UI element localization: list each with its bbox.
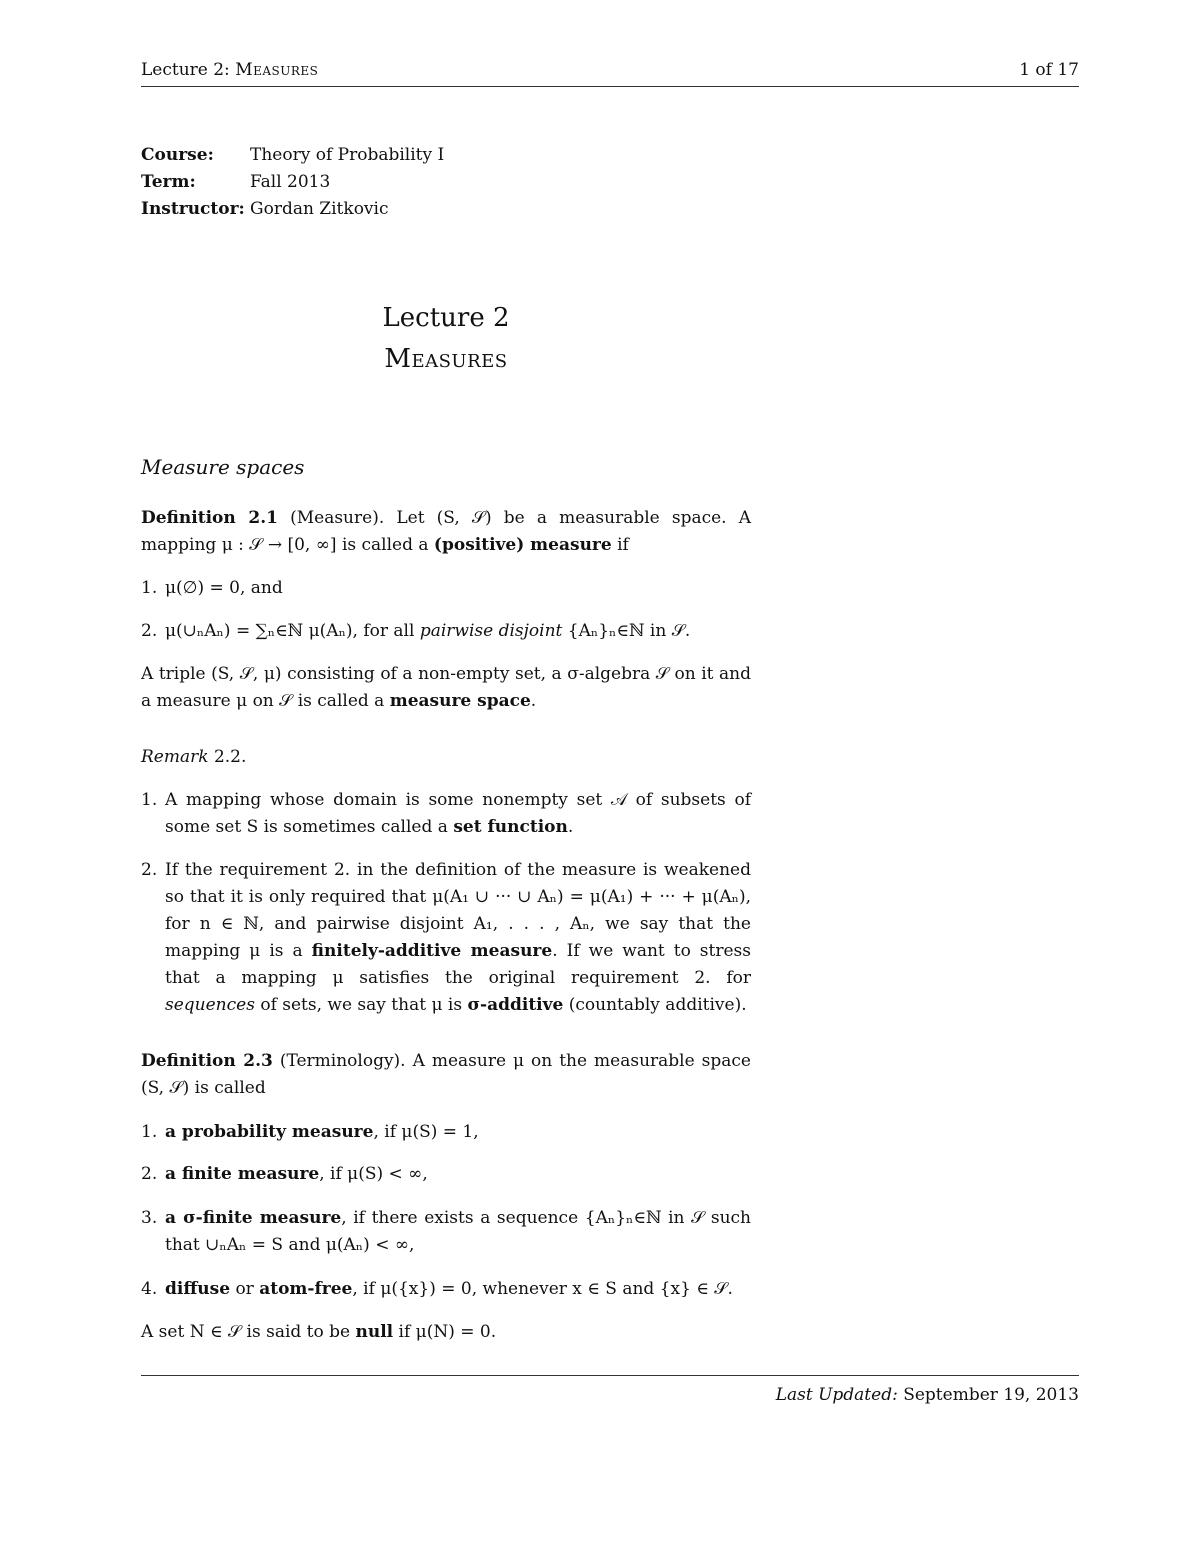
footer-updated — [776, 1385, 1079, 1405]
remark-item-1 — [141, 787, 751, 841]
remark-label: Remark — [141, 747, 209, 767]
list-text-rest: , if μ({x}) = 0, whenever x ∈ S and {x} ∈ 𝒮. — [352, 1279, 733, 1299]
term-row — [141, 169, 330, 196]
list-text-d: (countably additive). — [563, 995, 747, 1015]
lecture-title: Lecture 2 — [382, 303, 510, 333]
list-text-italic: sequences — [165, 995, 255, 1015]
list-text-bold1: finitely-additive measure — [311, 941, 553, 961]
null-bold: null — [355, 1322, 394, 1342]
page-number: 1 of 17 — [1019, 60, 1079, 80]
list-text-bold: a probability measure — [165, 1122, 374, 1142]
null-set-paragraph — [141, 1319, 751, 1346]
list-text — [165, 787, 751, 841]
measure-space-paragraph — [141, 661, 751, 715]
lecture-subtitle: Measures — [384, 344, 508, 374]
term-key: Term: — [141, 172, 196, 192]
null-text1: A set N ∈ 𝒮 is said to be — [141, 1322, 356, 1342]
null-text2: if μ(N) = 0. — [393, 1322, 497, 1342]
list-text-rest: , if μ(S) < ∞, — [319, 1164, 428, 1184]
section-heading: Measure spaces — [141, 455, 305, 479]
list-text-mid: or — [230, 1279, 260, 1299]
def23-paren: (Terminology). — [272, 1051, 406, 1071]
instructor-key: Instructor: — [141, 199, 245, 219]
list-text-a: μ(∪ₙAₙ) = ∑ₙ∈ℕ μ(Aₙ), for all — [165, 621, 420, 641]
list-number: 4. — [141, 1279, 158, 1299]
list-text-b: {Aₙ}ₙ∈ℕ in 𝒮. — [562, 621, 691, 641]
list-text — [165, 1205, 751, 1259]
list-text — [165, 1276, 751, 1303]
instructor-row — [141, 196, 389, 223]
list-text-bold: set function — [453, 817, 568, 837]
def23-label: Definition 2.3 — [141, 1051, 273, 1071]
list-text-rest: , if there exists a sequence {Aₙ}ₙ∈ℕ in 𝒮 such that ∪ₙAₙ = S and μ(Aₙ) < ∞, — [165, 1208, 752, 1255]
definition-2-3 — [141, 1048, 751, 1102]
list-text-bold: diffuse — [165, 1279, 231, 1299]
list-text-bold2: atom-free — [259, 1279, 353, 1299]
header-title: Measures — [235, 60, 319, 80]
header-prefix: Lecture 2: — [141, 60, 236, 80]
list-number: 1. — [141, 578, 158, 598]
list-text-bold2: σ-additive — [467, 995, 564, 1015]
list-number: 3. — [141, 1208, 158, 1228]
definition-2-1 — [141, 505, 751, 559]
list-text-a: If the requirement 2. in the definition of the measure is weakened so that it is only required that μ(A₁ ∪ ··· ∪ Aₙ) = μ(A₁) + ··· + μ(Aₙ), for n ∈ ℕ, and pairwise disjoint A₁, . . . , Aₙ, we say that the mapping μ is a — [165, 860, 751, 961]
course-key: Course: — [141, 145, 214, 165]
def21-bold: (positive) measure — [433, 535, 612, 555]
list-text: μ(∅) = 0, and — [165, 578, 283, 598]
list-text-bold: a σ-finite measure — [165, 1208, 342, 1228]
list-text — [165, 618, 751, 645]
footer-label: Last Updated: — [775, 1385, 898, 1405]
footer-rule — [141, 1375, 1079, 1376]
list-text — [165, 1161, 751, 1188]
running-header-left — [141, 60, 318, 80]
def23-text: A measure μ on the measurable space (S, 𝒮) is called — [141, 1051, 751, 1098]
list-text-c: of sets, we say that μ is — [254, 995, 468, 1015]
list-text-b: . — [567, 817, 574, 837]
header-rule — [141, 86, 1079, 87]
def21-label: Definition 2.1 — [141, 508, 278, 528]
list-number: 2. — [141, 621, 158, 641]
term-value: Fall 2013 — [250, 172, 331, 192]
list-text — [165, 1119, 751, 1146]
list-number: 2. — [141, 1164, 158, 1184]
list-text-italic: pairwise disjoint — [419, 621, 563, 641]
def21-text2: if — [611, 535, 629, 555]
list-text-bold: a finite measure — [165, 1164, 320, 1184]
measure-space-bold: measure space — [389, 691, 531, 711]
def21-paren: (Measure). — [277, 508, 385, 528]
list-text-b: . If we want to stress that a mapping μ satisfies the original requirement 2. for — [165, 941, 752, 988]
footer-date: September 19, 2013 — [897, 1385, 1079, 1405]
list-text — [165, 857, 751, 1019]
course-value: Theory of Probability I — [250, 145, 445, 165]
remark-number: 2.2. — [208, 747, 247, 767]
list-text-a: A mapping whose domain is some nonempty set 𝒜 of subsets of some set S is sometimes called a — [165, 790, 751, 837]
list-number: 1. — [141, 1122, 158, 1142]
remark-2-2 — [141, 744, 751, 771]
list-number: 1. — [141, 790, 158, 810]
list-text-rest: , if μ(S) = 1, — [373, 1122, 479, 1142]
instructor-value: Gordan Zitkovic — [250, 199, 389, 219]
measure-space-text2: . — [530, 691, 537, 711]
course-row — [141, 142, 444, 169]
def21-text1: Let (S, 𝒮) be a measurable space. A mapping μ : 𝒮 → [0, ∞] is called a — [141, 508, 751, 555]
list-number: 2. — [141, 860, 158, 880]
measure-space-text1: A triple (S, 𝒮, μ) consisting of a non-empty set, a σ-algebra 𝒮 on it and a measure μ on 𝒮 is called a — [141, 664, 751, 711]
